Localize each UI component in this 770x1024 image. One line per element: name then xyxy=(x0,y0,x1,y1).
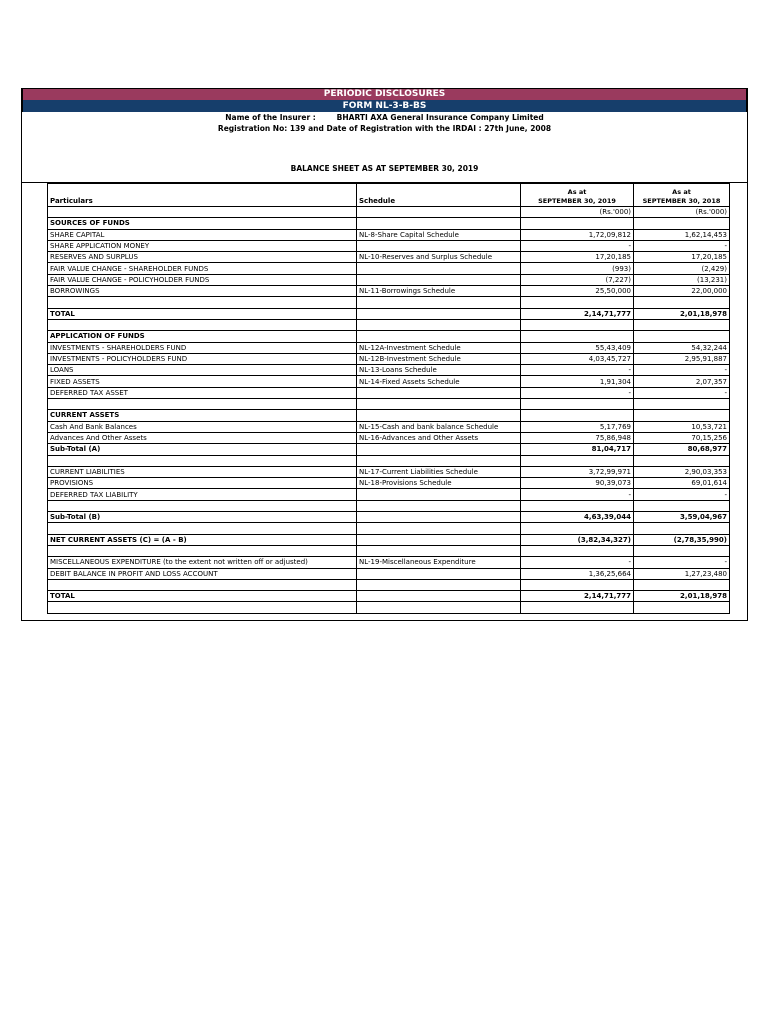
row-schedule xyxy=(357,568,521,579)
row-particular: CURRENT LIABILITIES xyxy=(48,466,357,477)
row-value-2019 xyxy=(521,297,634,308)
insurer-label: Name of the Insurer : xyxy=(225,113,316,122)
row-value-2018: (2,429) xyxy=(634,263,730,274)
row-value-2018 xyxy=(634,410,730,421)
row-schedule xyxy=(357,218,521,229)
row-schedule xyxy=(357,579,521,590)
row-value-2018: 10,53,721 xyxy=(634,421,730,432)
row-schedule: NL-12A-Investment Schedule xyxy=(357,342,521,353)
row-schedule: NL-14-Fixed Assets Schedule xyxy=(357,376,521,387)
row-particular: SHARE CAPITAL xyxy=(48,229,357,240)
registration-line: Registration No: 139 and Date of Registration with the IRDAI : 27th June, 2008 xyxy=(217,124,552,133)
row-value-2019: 1,72,09,812 xyxy=(521,229,634,240)
row-particular: FAIR VALUE CHANGE - SHAREHOLDER FUNDS xyxy=(48,263,357,274)
row-particular: DEFERRED TAX LIABILITY xyxy=(48,489,357,500)
row-value-2018: 2,95,91,887 xyxy=(634,353,730,364)
balance-sheet-table xyxy=(47,183,730,614)
table-row xyxy=(48,319,730,330)
row-value-2019: 17,20,185 xyxy=(521,252,634,263)
column-header-row xyxy=(48,184,730,207)
row-particular xyxy=(48,579,357,590)
row-value-2018: 2,90,03,353 xyxy=(634,466,730,477)
table-row xyxy=(48,342,730,353)
row-value-2019 xyxy=(521,319,634,330)
table-row xyxy=(48,602,730,613)
row-value-2018 xyxy=(634,399,730,410)
row-value-2018: 2,01,18,978 xyxy=(634,591,730,602)
row-particular xyxy=(48,455,357,466)
row-schedule xyxy=(357,591,521,602)
row-value-2018: 80,68,977 xyxy=(634,444,730,455)
row-value-2018: 17,20,185 xyxy=(634,252,730,263)
row-particular: DEFERRED TAX ASSET xyxy=(48,387,357,398)
row-value-2018 xyxy=(634,602,730,613)
table-row xyxy=(48,207,730,218)
row-value-2018 xyxy=(634,545,730,556)
header-sep-2019-line2: SEPTEMBER 30, 2019 xyxy=(538,197,616,205)
row-value-2019 xyxy=(521,399,634,410)
row-particular: Sub-Total (A) xyxy=(48,444,357,455)
row-schedule xyxy=(357,319,521,330)
table-row xyxy=(48,353,730,364)
row-value-2019: 81,04,717 xyxy=(521,444,634,455)
table-row xyxy=(48,489,730,500)
row-value-2019: (7,227) xyxy=(521,274,634,285)
row-value-2019: 2,14,71,777 xyxy=(521,308,634,319)
row-particular: LOANS xyxy=(48,365,357,376)
row-value-2019: 2,14,71,777 xyxy=(521,591,634,602)
row-value-2019: 3,72,99,971 xyxy=(521,466,634,477)
table-row xyxy=(48,591,730,602)
row-value-2018 xyxy=(634,218,730,229)
row-value-2018: 69,01,614 xyxy=(634,478,730,489)
row-value-2018 xyxy=(634,331,730,342)
row-particular: Sub-Total (B) xyxy=(48,512,357,523)
row-particular xyxy=(48,602,357,613)
row-particular: NET CURRENT ASSETS (C) = (A - B) xyxy=(48,534,357,545)
table-row xyxy=(48,523,730,534)
header-sep-2018-line1: As at xyxy=(672,188,691,196)
row-value-2019 xyxy=(521,455,634,466)
row-particular xyxy=(48,399,357,410)
row-particular xyxy=(48,319,357,330)
row-value-2018: 1,27,23,480 xyxy=(634,568,730,579)
table-row xyxy=(48,568,730,579)
header-sep-2019 xyxy=(521,184,634,207)
row-value-2018: 22,00,000 xyxy=(634,286,730,297)
row-value-2018 xyxy=(634,455,730,466)
row-schedule xyxy=(357,500,521,511)
row-value-2019 xyxy=(521,331,634,342)
row-particular: SOURCES OF FUNDS xyxy=(48,218,357,229)
row-value-2019: - xyxy=(521,240,634,251)
row-schedule: NL-16-Advances and Other Assets xyxy=(357,432,521,443)
table-row xyxy=(48,308,730,319)
row-schedule: NL-10-Reserves and Surplus Schedule xyxy=(357,252,521,263)
row-particular: APPLICATION OF FUNDS xyxy=(48,331,357,342)
row-particular: TOTAL xyxy=(48,591,357,602)
table-row xyxy=(48,579,730,590)
row-particular xyxy=(48,523,357,534)
row-value-2019: - xyxy=(521,387,634,398)
row-particular: SHARE APPLICATION MONEY xyxy=(48,240,357,251)
row-value-2019: 75,86,948 xyxy=(521,432,634,443)
table-row xyxy=(48,331,730,342)
header-sep-2019-line1: As at xyxy=(567,188,587,196)
row-value-2018 xyxy=(634,297,730,308)
row-particular: RESERVES AND SURPLUS xyxy=(48,252,357,263)
row-value-2018: - xyxy=(634,489,730,500)
row-value-2018: - xyxy=(634,387,730,398)
row-value-2018: (Rs.'000) xyxy=(634,207,730,218)
table-row xyxy=(48,500,730,511)
row-value-2018: 54,32,244 xyxy=(634,342,730,353)
balance-sheet-form xyxy=(21,88,748,621)
row-value-2019 xyxy=(521,500,634,511)
row-schedule: NL-12B-Investment Schedule xyxy=(357,353,521,364)
insurer-line xyxy=(22,112,747,123)
row-value-2019: 55,43,409 xyxy=(521,342,634,353)
row-schedule: NL-18-Provisions Schedule xyxy=(357,478,521,489)
row-particular: INVESTMENTS - POLICYHOLDERS FUND xyxy=(48,353,357,364)
row-particular: BORROWINGS xyxy=(48,286,357,297)
row-particular: FAIR VALUE CHANGE - POLICYHOLDER FUNDS xyxy=(48,274,357,285)
row-value-2019 xyxy=(521,523,634,534)
row-schedule xyxy=(357,331,521,342)
row-schedule xyxy=(357,308,521,319)
row-value-2019: 1,36,25,664 xyxy=(521,568,634,579)
header-particulars: Particulars xyxy=(48,184,357,207)
row-value-2018: - xyxy=(634,557,730,568)
row-particular: Advances And Other Assets xyxy=(48,432,357,443)
row-schedule: NL-8-Share Capital Schedule xyxy=(357,229,521,240)
row-schedule: NL-15-Cash and bank balance Schedule xyxy=(357,421,521,432)
row-particular: DEBIT BALANCE IN PROFIT AND LOSS ACCOUNT xyxy=(48,568,357,579)
table-row xyxy=(48,455,730,466)
row-schedule xyxy=(357,297,521,308)
form-number-band: FORM NL-3-B-BS xyxy=(22,100,747,112)
table-row xyxy=(48,399,730,410)
table-row xyxy=(48,545,730,556)
table-row xyxy=(48,229,730,240)
table-row xyxy=(48,240,730,251)
row-value-2018 xyxy=(634,319,730,330)
row-value-2018: 2,07,357 xyxy=(634,376,730,387)
row-value-2019: (993) xyxy=(521,263,634,274)
table-row xyxy=(48,534,730,545)
row-particular xyxy=(48,207,357,218)
row-value-2018 xyxy=(634,579,730,590)
row-value-2019: 5,17,769 xyxy=(521,421,634,432)
table-row xyxy=(48,297,730,308)
table-row xyxy=(48,252,730,263)
row-schedule: NL-19-Miscellaneous Expenditure xyxy=(357,557,521,568)
row-schedule xyxy=(357,545,521,556)
row-value-2018 xyxy=(634,500,730,511)
table-row xyxy=(48,376,730,387)
row-value-2019: 4,63,39,044 xyxy=(521,512,634,523)
row-value-2018: (13,231) xyxy=(634,274,730,285)
row-value-2019: - xyxy=(521,557,634,568)
row-schedule xyxy=(357,512,521,523)
row-schedule xyxy=(357,489,521,500)
row-schedule xyxy=(357,207,521,218)
row-value-2019: 4,03,45,727 xyxy=(521,353,634,364)
row-value-2019 xyxy=(521,545,634,556)
table-row xyxy=(48,557,730,568)
row-particular xyxy=(48,545,357,556)
row-particular: PROVISIONS xyxy=(48,478,357,489)
row-schedule xyxy=(357,387,521,398)
row-value-2018: 70,15,256 xyxy=(634,432,730,443)
row-value-2018: - xyxy=(634,365,730,376)
row-particular: Cash And Bank Balances xyxy=(48,421,357,432)
table-row xyxy=(48,478,730,489)
row-schedule xyxy=(357,602,521,613)
row-value-2019: - xyxy=(521,489,634,500)
table-row xyxy=(48,286,730,297)
row-value-2019 xyxy=(521,410,634,421)
table-row xyxy=(48,432,730,443)
row-particular: FIXED ASSETS xyxy=(48,376,357,387)
table-row xyxy=(48,365,730,376)
row-value-2018: (2,78,35,990) xyxy=(634,534,730,545)
row-particular xyxy=(48,500,357,511)
header-schedule: Schedule xyxy=(357,184,521,207)
table-row xyxy=(48,444,730,455)
row-value-2019 xyxy=(521,602,634,613)
row-schedule xyxy=(357,444,521,455)
row-schedule xyxy=(357,534,521,545)
row-schedule: NL-17-Current Liabilities Schedule xyxy=(357,466,521,477)
row-schedule: NL-11-Borrowings Schedule xyxy=(357,286,521,297)
header-sep-2018-line2: SEPTEMBER 30, 2018 xyxy=(642,197,721,205)
header-sep-2018 xyxy=(634,184,730,207)
row-value-2018 xyxy=(634,523,730,534)
row-value-2019: (3,82,34,327) xyxy=(521,534,634,545)
row-particular: MISCELLANEOUS EXPENDITURE (to the extent not written off or adjusted) xyxy=(48,557,357,568)
row-schedule xyxy=(357,274,521,285)
row-schedule xyxy=(357,410,521,421)
insurer-name: BHARTI AXA General Insurance Company Limited xyxy=(336,113,544,122)
row-value-2019 xyxy=(521,218,634,229)
row-schedule xyxy=(357,240,521,251)
row-value-2018: 1,62,14,453 xyxy=(634,229,730,240)
row-particular: INVESTMENTS - SHAREHOLDERS FUND xyxy=(48,342,357,353)
balance-sheet-title: BALANCE SHEET AS AT SEPTEMBER 30, 2019 xyxy=(290,164,479,173)
row-schedule xyxy=(357,455,521,466)
row-value-2019: 90,39,073 xyxy=(521,478,634,489)
row-value-2019 xyxy=(521,579,634,590)
row-particular: CURRENT ASSETS xyxy=(48,410,357,421)
table-row xyxy=(48,263,730,274)
table-row xyxy=(48,410,730,421)
row-value-2019: (Rs.'000) xyxy=(521,207,634,218)
table-row xyxy=(48,218,730,229)
row-value-2019: 25,50,000 xyxy=(521,286,634,297)
row-particular: TOTAL xyxy=(48,308,357,319)
table-row xyxy=(48,387,730,398)
table-row xyxy=(48,274,730,285)
table-row xyxy=(48,512,730,523)
row-value-2019: - xyxy=(521,365,634,376)
row-schedule xyxy=(357,523,521,534)
row-particular xyxy=(48,297,357,308)
row-schedule xyxy=(357,399,521,410)
row-schedule xyxy=(357,263,521,274)
table-row xyxy=(48,466,730,477)
table-row xyxy=(48,421,730,432)
form-title-band: PERIODIC DISCLOSURES xyxy=(22,88,747,100)
row-value-2019: 1,91,304 xyxy=(521,376,634,387)
row-value-2018: 2,01,18,978 xyxy=(634,308,730,319)
row-schedule: NL-13-Loans Schedule xyxy=(357,365,521,376)
row-value-2018: 3,59,04,967 xyxy=(634,512,730,523)
row-value-2018: - xyxy=(634,240,730,251)
